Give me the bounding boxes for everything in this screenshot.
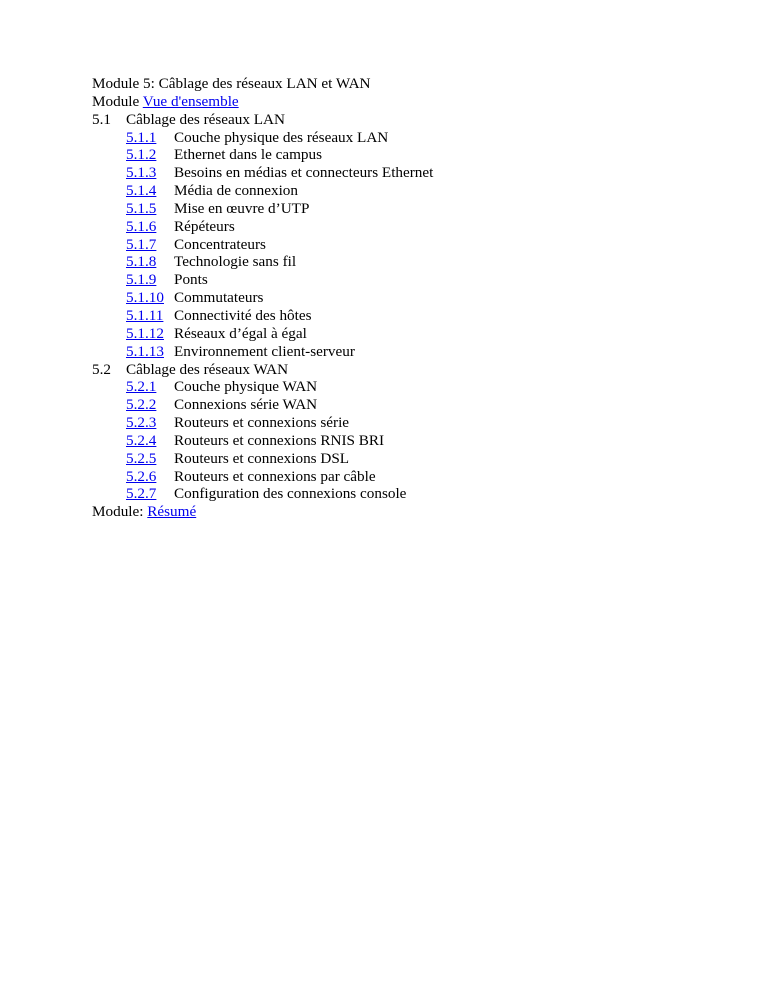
toc-link-5-1-7[interactable]: 5.1.7 <box>126 235 157 253</box>
list-item <box>92 289 732 307</box>
list-item <box>92 218 732 236</box>
toc-item-title: Ponts <box>174 271 208 289</box>
list-item <box>92 343 732 361</box>
toc-link-5-2-3[interactable]: 5.2.3 <box>126 414 157 432</box>
section-number: 5.1 <box>92 110 111 128</box>
toc-link-5-1-8[interactable]: 5.1.8 <box>126 253 157 271</box>
toc-item-title: Routeurs et connexions DSL <box>174 449 350 467</box>
summary-link[interactable]: Résumé <box>147 503 197 521</box>
list-item <box>92 414 732 432</box>
overview-prefix: Module <box>92 92 140 110</box>
toc-item-title: Connectivité des hôtes <box>174 306 312 324</box>
summary-line <box>92 503 732 521</box>
section-heading-5-2 <box>92 361 732 379</box>
list-item <box>92 432 732 450</box>
toc-link-5-1-1[interactable]: 5.1.1 <box>126 128 157 146</box>
toc-item-title: Ethernet dans le campus <box>174 146 323 164</box>
list-item <box>92 200 732 218</box>
summary-prefix: Module: <box>92 503 144 521</box>
toc-link-5-1-3[interactable]: 5.1.3 <box>126 164 157 182</box>
toc-link-5-1-4[interactable]: 5.1.4 <box>126 182 157 200</box>
list-item <box>92 182 732 200</box>
toc-link-5-1-6[interactable]: 5.1.6 <box>126 217 157 235</box>
section-title: Câblage des réseaux WAN <box>126 360 289 378</box>
toc-link-5-2-5[interactable]: 5.2.5 <box>126 449 157 467</box>
toc-item-title: Réseaux d’égal à égal <box>174 324 307 342</box>
list-item <box>92 129 732 147</box>
toc-item-title: Routeurs et connexions par câble <box>174 467 376 485</box>
list-item <box>92 307 732 325</box>
toc-link-5-1-12[interactable]: 5.1.12 <box>126 324 164 342</box>
toc-link-5-1-13[interactable]: 5.1.13 <box>126 342 164 360</box>
section-title: Câblage des réseaux LAN <box>126 110 285 128</box>
toc-item-title: Répéteurs <box>174 217 235 235</box>
toc-item-title: Configuration des connexions console <box>174 485 407 503</box>
overview-link[interactable]: Vue d'ensemble <box>142 92 239 110</box>
toc-item-title: Mise en œuvre d’UTP <box>174 199 310 217</box>
toc-item-title: Technologie sans fil <box>174 253 297 271</box>
list-item <box>92 450 732 468</box>
list-item <box>92 485 732 503</box>
toc-item-title: Routeurs et connexions série <box>174 414 350 432</box>
toc-item-title: Commutateurs <box>174 289 264 307</box>
toc-link-5-2-4[interactable]: 5.2.4 <box>126 431 157 449</box>
toc-item-title: Connexions série WAN <box>174 396 318 414</box>
toc-link-5-1-2[interactable]: 5.1.2 <box>126 146 157 164</box>
list-item <box>92 325 732 343</box>
list-item <box>92 236 732 254</box>
toc-link-5-1-10[interactable]: 5.1.10 <box>126 289 164 307</box>
toc-item-title: Média de connexion <box>174 182 298 200</box>
toc-link-5-1-5[interactable]: 5.1.5 <box>126 199 157 217</box>
section-heading-5-1 <box>92 111 732 129</box>
list-item <box>92 146 732 164</box>
toc-link-5-2-1[interactable]: 5.2.1 <box>126 378 157 396</box>
section-number: 5.2 <box>92 360 111 378</box>
list-item <box>92 396 732 414</box>
list-item <box>92 164 732 182</box>
module-title: Module 5: Câblage des réseaux LAN et WAN <box>92 75 371 92</box>
list-item <box>92 378 732 396</box>
toc-link-5-2-7[interactable]: 5.2.7 <box>126 485 157 503</box>
list-item <box>92 271 732 289</box>
toc-item-title: Concentrateurs <box>174 235 266 253</box>
toc-link-5-2-6[interactable]: 5.2.6 <box>126 467 157 485</box>
overview-line <box>92 93 732 111</box>
list-item <box>92 253 732 271</box>
list-item <box>92 468 732 486</box>
toc-item-title: Besoins en médias et connecteurs Ethernet <box>174 164 434 182</box>
table-of-contents <box>92 75 732 521</box>
toc-item-title: Couche physique WAN <box>174 378 318 396</box>
toc-item-title: Routeurs et connexions RNIS BRI <box>174 431 385 449</box>
toc-link-5-1-11[interactable]: 5.1.11 <box>126 306 164 324</box>
toc-link-5-2-2[interactable]: 5.2.2 <box>126 396 157 414</box>
toc-item-title: Environnement client-serveur <box>174 342 355 360</box>
toc-link-5-1-9[interactable]: 5.1.9 <box>126 271 157 289</box>
toc-item-title: Couche physique des réseaux LAN <box>174 128 389 146</box>
